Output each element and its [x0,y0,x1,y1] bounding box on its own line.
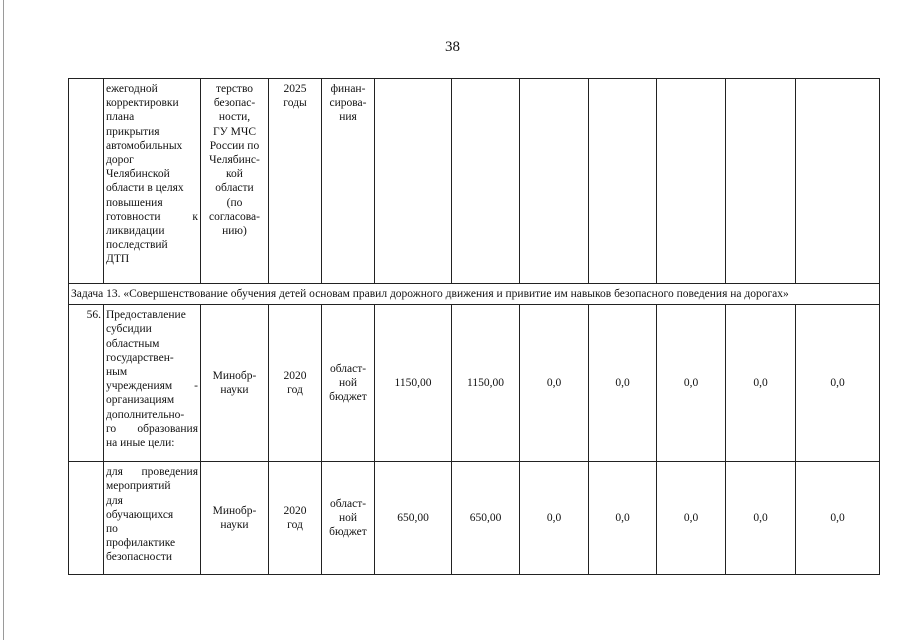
funding-source-cell: финан- сирова- ния [322,79,375,284]
value-cell [796,79,880,284]
term-cell: 2020 год [269,462,322,575]
value-cell: 0,0 [726,462,796,575]
measure-name-cell: для проведения мероприятий для обучающихся по профилактике безопасности [104,462,201,575]
value-cell [726,79,796,284]
value-cell: 1150,00 [452,305,520,462]
value-cell: 0,0 [796,462,880,575]
value-cell: 1150,00 [375,305,452,462]
page-margin-line [3,0,4,640]
funding-source-cell: област- ной бюджет [322,462,375,575]
value-cell [375,79,452,284]
program-table [68,78,880,575]
task-heading-row [69,284,880,305]
value-cell: 0,0 [520,305,589,462]
term-cell: 2025 годы [269,79,322,284]
funding-source-cell: област- ной бюджет [322,305,375,462]
task-heading: Задача 13. «Совершенствование обучения детей основам правил дорожного движения и привитие им навыков безопасного поведения на дорогах» [69,284,880,305]
value-cell [452,79,520,284]
row-number-cell: 56. [69,305,104,462]
executor-cell: терство безопас- ности, ГУ МЧС России по Челябинс- кой области (по согласова- нию) [201,79,269,284]
table-row [69,462,880,575]
value-cell: 0,0 [657,305,726,462]
executor-cell: Минобр- науки [201,462,269,575]
value-cell [520,79,589,284]
value-cell [589,79,657,284]
value-cell: 0,0 [726,305,796,462]
value-cell: 0,0 [657,462,726,575]
value-cell: 650,00 [452,462,520,575]
value-cell [657,79,726,284]
executor-cell: Минобр- науки [201,305,269,462]
row-number-cell [69,462,104,575]
page-number: 38 [445,39,460,55]
row-number-cell [69,79,104,284]
term-cell: 2020 год [269,305,322,462]
value-cell: 0,0 [589,305,657,462]
measure-name-cell: ежегодной корректировки плана прикрытия автомобильных дорог Челябинской области в целях повышения готовности к ликвидации последствий ДТП [104,79,201,284]
value-cell: 0,0 [796,305,880,462]
table-row [69,305,880,462]
value-cell: 0,0 [520,462,589,575]
table-row-continued [69,79,880,284]
measure-name-cell: Предоставление субсидии областным государствен- ным учреждениям - организациям дополнительно- го образования на иные цели: [104,305,201,462]
value-cell: 0,0 [589,462,657,575]
value-cell: 650,00 [375,462,452,575]
